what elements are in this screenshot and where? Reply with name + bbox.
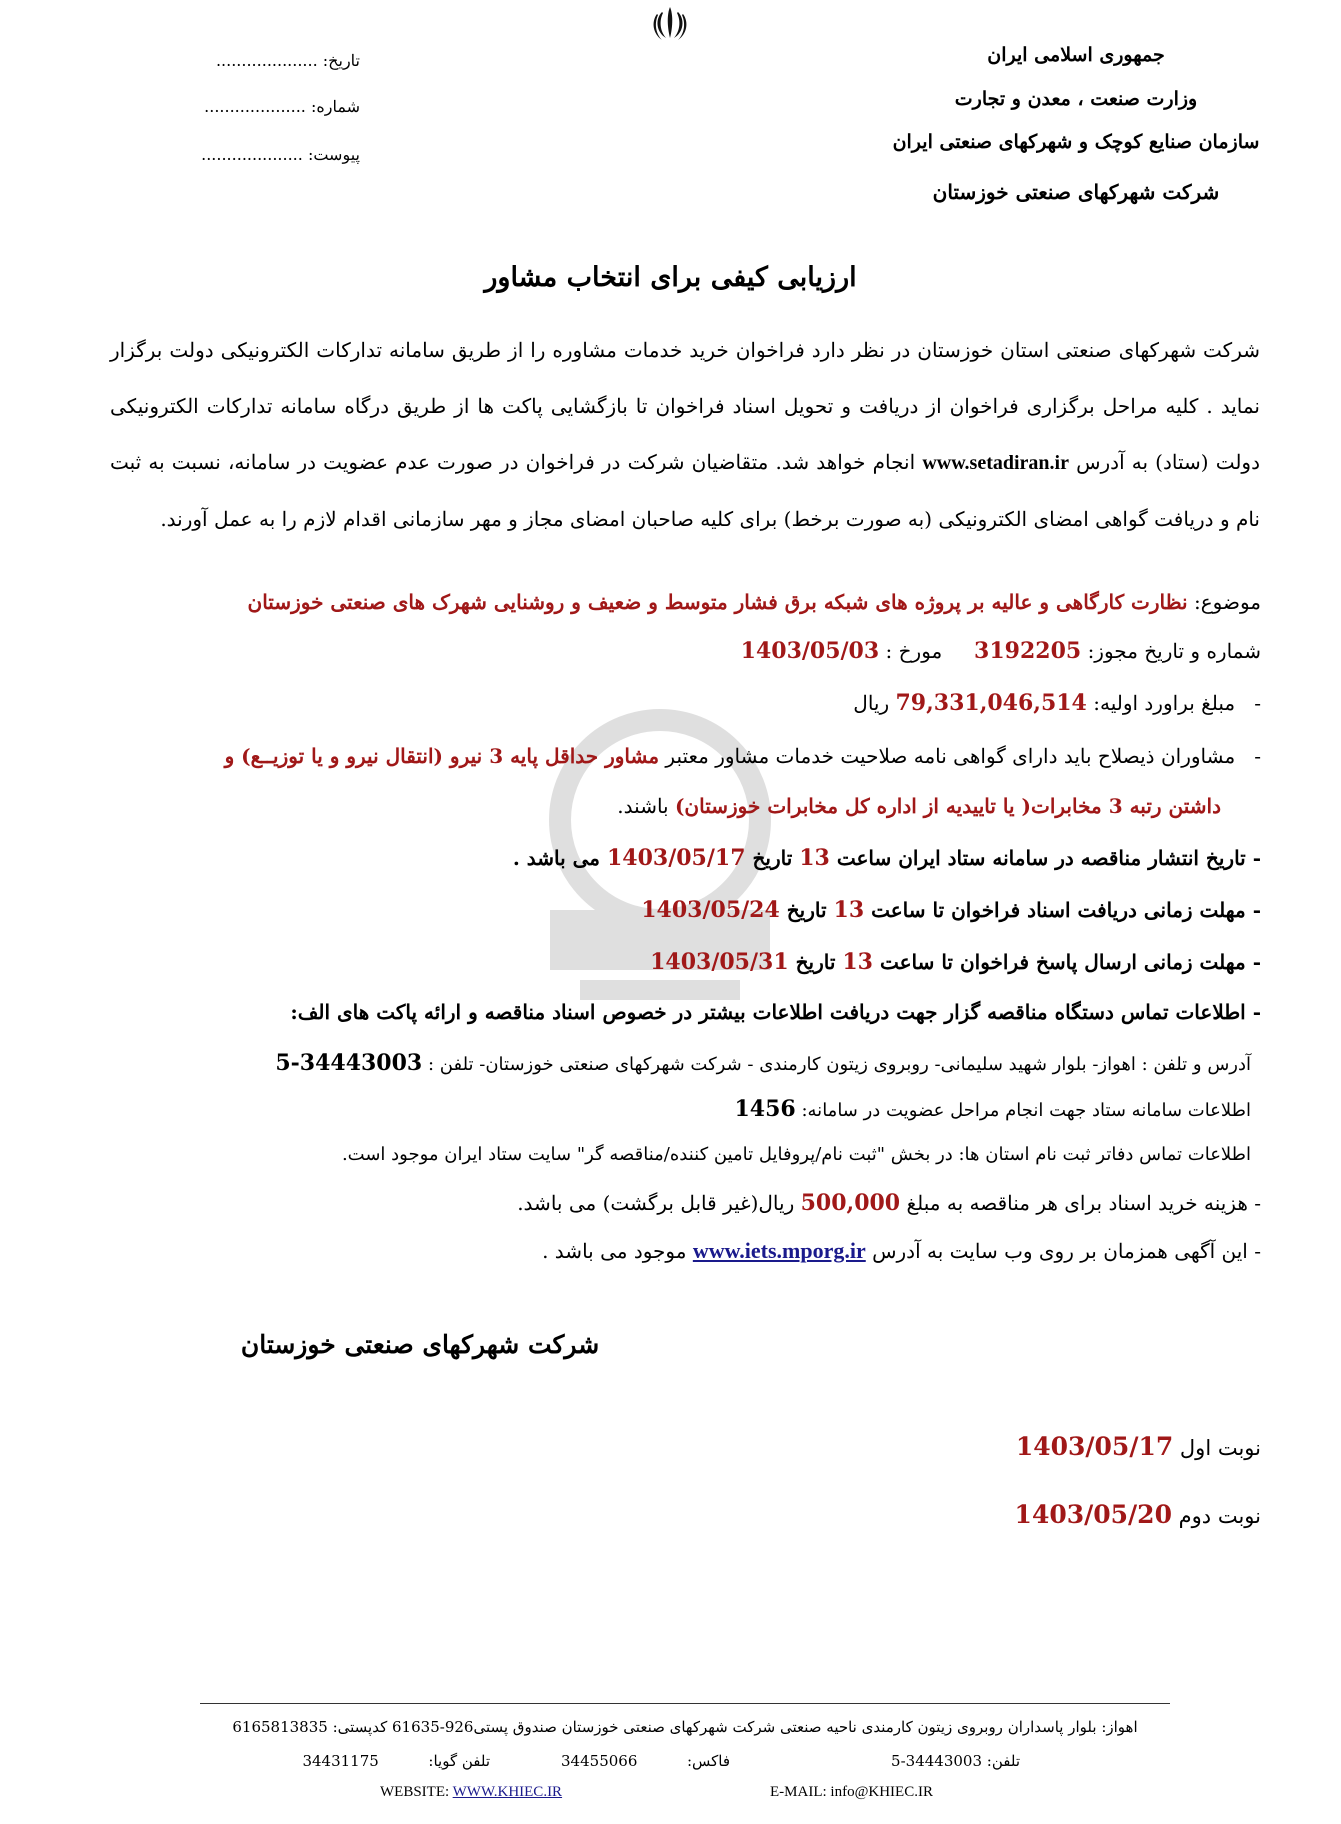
footer-voice: تلفن گویا: 34431175: [302, 1752, 490, 1770]
subject-label: موضوع:: [1193, 590, 1261, 614]
attachment-field: [180, 145, 360, 164]
estimate-unit: ریال: [853, 691, 890, 715]
qualification-part4: باشند.: [617, 794, 669, 818]
setad-number: 1456: [734, 1096, 796, 1122]
qualification-line2: [617, 794, 1221, 818]
contact-heading: - اطلاعات تماس دستگاه مناقصه گزار جهت دریافت اطلاعات بیشتر در خصوص اسناد مناقصه و ارائه پاکت های الف:: [290, 1000, 1261, 1024]
publish-part3: می باشد .: [512, 846, 601, 870]
receive-hour: 13: [833, 897, 865, 923]
footer-tel: تلفن: 34443003-5: [891, 1752, 1020, 1770]
qualification-part2: مشاور حداقل پایه 3 نیرو (انتقال نیرو و یا توزیــع) و: [224, 744, 660, 768]
fee-part2: ریال(غیر قابل برگشت) می باشد.: [517, 1191, 795, 1215]
iran-emblem-icon: [650, 4, 690, 44]
contact-phone: 34443003-5: [275, 1050, 423, 1076]
qualification-part1: مشاوران ذیصلاح باید دارای گواهی نامه صلاحیت خدمات مشاور معتبر: [665, 744, 1236, 768]
date-label: تاریخ:: [322, 51, 360, 70]
header-organization: سازمان صنایع کوچک و شهرکهای صنعتی ایران: [892, 131, 1260, 153]
footer-address: اهواز: بلوار پاسداران روبروی زیتون کارمندی ناحیه صنعتی شرکت شهرکهای صنعتی خوزستان صندوق پستی926-61635 کدپستی: 6165813835: [232, 1718, 1138, 1736]
number-field: [180, 97, 360, 116]
iets-link[interactable]: www.iets.mporg.ir: [692, 1238, 866, 1263]
khiec-website-link[interactable]: WWW.KHIEC.IR: [452, 1784, 563, 1800]
estimate-label: مبلغ براورد اولیه:: [1093, 691, 1236, 715]
web-part2: موجود می باشد .: [542, 1239, 687, 1263]
submit-part2: تاریخ: [795, 950, 836, 974]
publish-date: 1403/05/17: [606, 845, 746, 871]
setad-label: اطلاعات سامانه ستاد جهت انجام مراحل عضویت در سامانه:: [801, 1100, 1251, 1121]
second-turn-date: 1403/05/20: [1014, 1500, 1172, 1529]
estimate-line: - مبلغ براورد اولیه: 79,331,046,514 ریال: [853, 690, 1261, 716]
setad-site: www.setadiran.ir: [922, 452, 1069, 474]
first-turn: [1016, 1432, 1261, 1461]
submit-line: - مهلت زمانی ارسال پاسخ فراخوان تا ساعت 13 تاریخ 1403/05/31: [650, 949, 1261, 975]
qualification-part3: داشتن رتبه 3 مخابرات( یا تاییدیه از اداره کل مخابرات خوزستان): [674, 794, 1221, 818]
footer-email: E-MAIL: info@KHIEC.IR: [770, 1784, 933, 1800]
signature-company: شرکت شهرکهای صنعتی خوزستان: [240, 1330, 600, 1359]
submit-hour: 13: [842, 949, 873, 975]
page-title: ارزیابی کیفی برای انتخاب مشاور: [484, 262, 857, 293]
contact-heading-text: اطلاعات تماس دستگاه مناقصه گزار جهت دریافت اطلاعات بیشتر در خصوص اسناد مناقصه و ارائه پاکت های الف:: [290, 1000, 1246, 1024]
publish-part2: تاریخ: [752, 846, 793, 870]
intro-part1: شرکت شهرکهای صنعتی استان خوزستان در نظر دارد فراخوان خرید خدمات مشاوره را از طریق سامانه تدارکات الکترونیکی دولت برگزار نماید . کلیه مراحل برگزاری فراخوان از دریافت و تحویل اسناد فراخوان تا بازگشایی پاکت ها از طریق درگاه سامانه تدارکات الکترونیکی دولت (ستاد) به آدرس: [110, 338, 1260, 474]
offices-info: اطلاعات تماس دفاتر ثبت نام استان ها: در بخش "ثبت نام/پروفایل تامین کننده/مناقصه گر" سایت ستاد ایران موجود است.: [341, 1144, 1251, 1165]
intro-part2: انجام خواهد شد. متقاضیان شرکت در فراخوان در صورت عدم عضویت در سامانه، نسبت به ثبت نام و دریافت گواهی امضای الکترونیکی (به صورت برخط) برای کلیه صاحبان امضای مجاز و مهر سازمانی اقدام لازم را به عمل آورند.: [110, 450, 1260, 531]
submit-date: 1403/05/31: [650, 949, 789, 975]
footer-website: WEBSITE: WWW.KHIEC.IR: [380, 1784, 563, 1800]
web-line: - این آگهی همزمان بر روی وب سایت به آدرس www.iets.mporg.ir موجود می باشد .: [542, 1238, 1261, 1263]
first-turn-label: نوبت اول: [1179, 1436, 1261, 1460]
license-date-label: مورخ :: [885, 639, 943, 663]
number-dots: ....................: [204, 97, 306, 116]
second-turn: [1015, 1500, 1261, 1529]
contact-address: [275, 1050, 1251, 1076]
license-line: [741, 638, 1261, 664]
footer-fax: فاکس: 34455066: [561, 1752, 730, 1770]
attachment-label: پیوست:: [307, 145, 360, 164]
number-label: شماره:: [310, 97, 360, 116]
license-number: 3192205: [974, 638, 1082, 664]
second-turn-label: نوبت دوم: [1178, 1504, 1261, 1528]
qualification-line1: - مشاوران ذیصلاح باید دارای گواهی نامه صلاحیت خدمات مشاور معتبر مشاور حداقل پایه 3 نیرو (انتقال نیرو و یا توزیــع) و: [224, 744, 1261, 768]
attachment-dots: ....................: [201, 145, 303, 164]
fee-amount: 500,000: [800, 1190, 901, 1216]
footer-email-value: info@KHIEC.IR: [830, 1784, 933, 1800]
fee-line: - هزینه خرید اسناد برای هر مناقصه به مبلغ 500,000 ریال(غیر قابل برگشت) می باشد.: [517, 1190, 1261, 1216]
fee-part1: هزینه خرید اسناد برای هر مناقصه به مبلغ: [906, 1191, 1248, 1215]
intro-paragraph: [110, 322, 1260, 547]
subject-value: نظارت کارگاهی و عالیه بر پروژه های شبکه برق فشار متوسط و ضعیف و روشنایی شهرک های صنعتی خوزستان: [247, 590, 1188, 614]
receive-date: 1403/05/24: [641, 897, 780, 923]
license-label: شماره و تاریخ مجوز:: [1087, 639, 1261, 663]
submit-part1: مهلت زمانی ارسال پاسخ فراخوان تا ساعت: [879, 950, 1246, 974]
date-field: [180, 51, 360, 70]
receive-part1: مهلت زمانی دریافت اسناد فراخوان تا ساعت: [871, 898, 1246, 922]
header-country: جمهوری اسلامی ایران: [987, 44, 1165, 66]
receive-part2: تاریخ: [786, 898, 827, 922]
receive-line: - مهلت زمانی دریافت اسناد فراخوان تا ساعت 13 تاریخ 1403/05/24: [641, 897, 1261, 923]
first-turn-date: 1403/05/17: [1015, 1432, 1174, 1461]
publish-line: - تاریخ انتشار مناقصه در سامانه ستاد ایران ساعت 13 تاریخ 1403/05/17 می باشد .: [512, 845, 1261, 871]
publish-part1: تاریخ انتشار مناقصه در سامانه ستاد ایران ساعت: [836, 846, 1246, 870]
setad-info: [735, 1096, 1252, 1122]
subject-line: [248, 590, 1262, 614]
date-dots: ....................: [215, 51, 318, 70]
web-part1: این آگهی همزمان بر روی وب سایت به آدرس: [872, 1239, 1248, 1263]
contact-address-text: آدرس و تلفن : اهواز- بلوار شهید سلیمانی- روبروی زیتون کارمندی - شرکت شهرکهای صنعتی خوزستان- تلفن :: [427, 1054, 1251, 1075]
publish-hour: 13: [799, 845, 830, 871]
license-date: 1403/05/03: [740, 638, 880, 664]
estimate-amount: 79,331,046,514: [895, 690, 1087, 716]
header-ministry: وزارت صنعت ، معدن و تجارت: [954, 88, 1198, 110]
footer-divider: [200, 1703, 1170, 1704]
header-company: شرکت شهرکهای صنعتی خوزستان: [932, 180, 1220, 204]
